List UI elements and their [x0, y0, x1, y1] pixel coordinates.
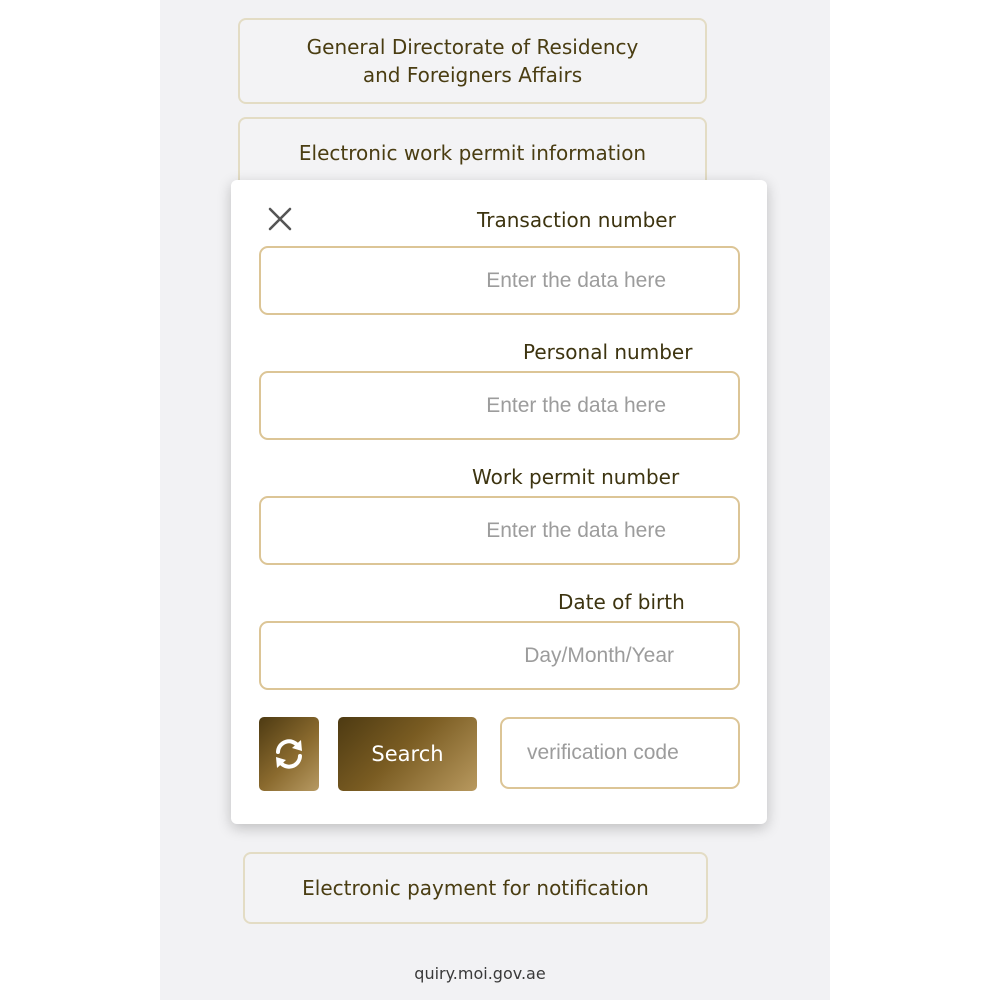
work-permit-info-label: Electronic work permit information — [298, 141, 647, 165]
personal-number-input[interactable] — [259, 371, 740, 440]
payment-notification-label: Electronic payment for notification — [302, 876, 649, 900]
verification-code-input[interactable] — [500, 717, 740, 789]
search-button-label: Search — [371, 742, 444, 766]
close-button[interactable] — [265, 204, 295, 234]
residency-affairs-label-line2: and Foreigners Affairs — [362, 63, 583, 87]
work-permit-info-button[interactable] — [238, 117, 707, 189]
date-of-birth-label: Date of birth — [558, 590, 685, 614]
work-permit-number-input[interactable] — [259, 496, 740, 565]
refresh-icon — [270, 735, 308, 773]
work-permit-number-label: Work permit number — [472, 465, 680, 489]
residency-affairs-button[interactable] — [238, 18, 707, 104]
close-icon — [265, 204, 295, 234]
date-of-birth-input[interactable] — [259, 621, 740, 690]
transaction-number-label: Transaction number — [477, 208, 676, 232]
residency-affairs-label-line1: General Directorate of Residency — [306, 35, 639, 59]
refresh-captcha-button[interactable] — [259, 717, 319, 791]
payment-notification-button[interactable] — [243, 852, 708, 924]
transaction-number-input[interactable] — [259, 246, 740, 315]
work-permit-inquiry-dialog — [231, 180, 767, 824]
personal-number-label: Personal number — [523, 340, 693, 364]
url-bar-text: quiry.moi.gov.ae — [414, 964, 546, 983]
search-button[interactable] — [338, 717, 477, 791]
